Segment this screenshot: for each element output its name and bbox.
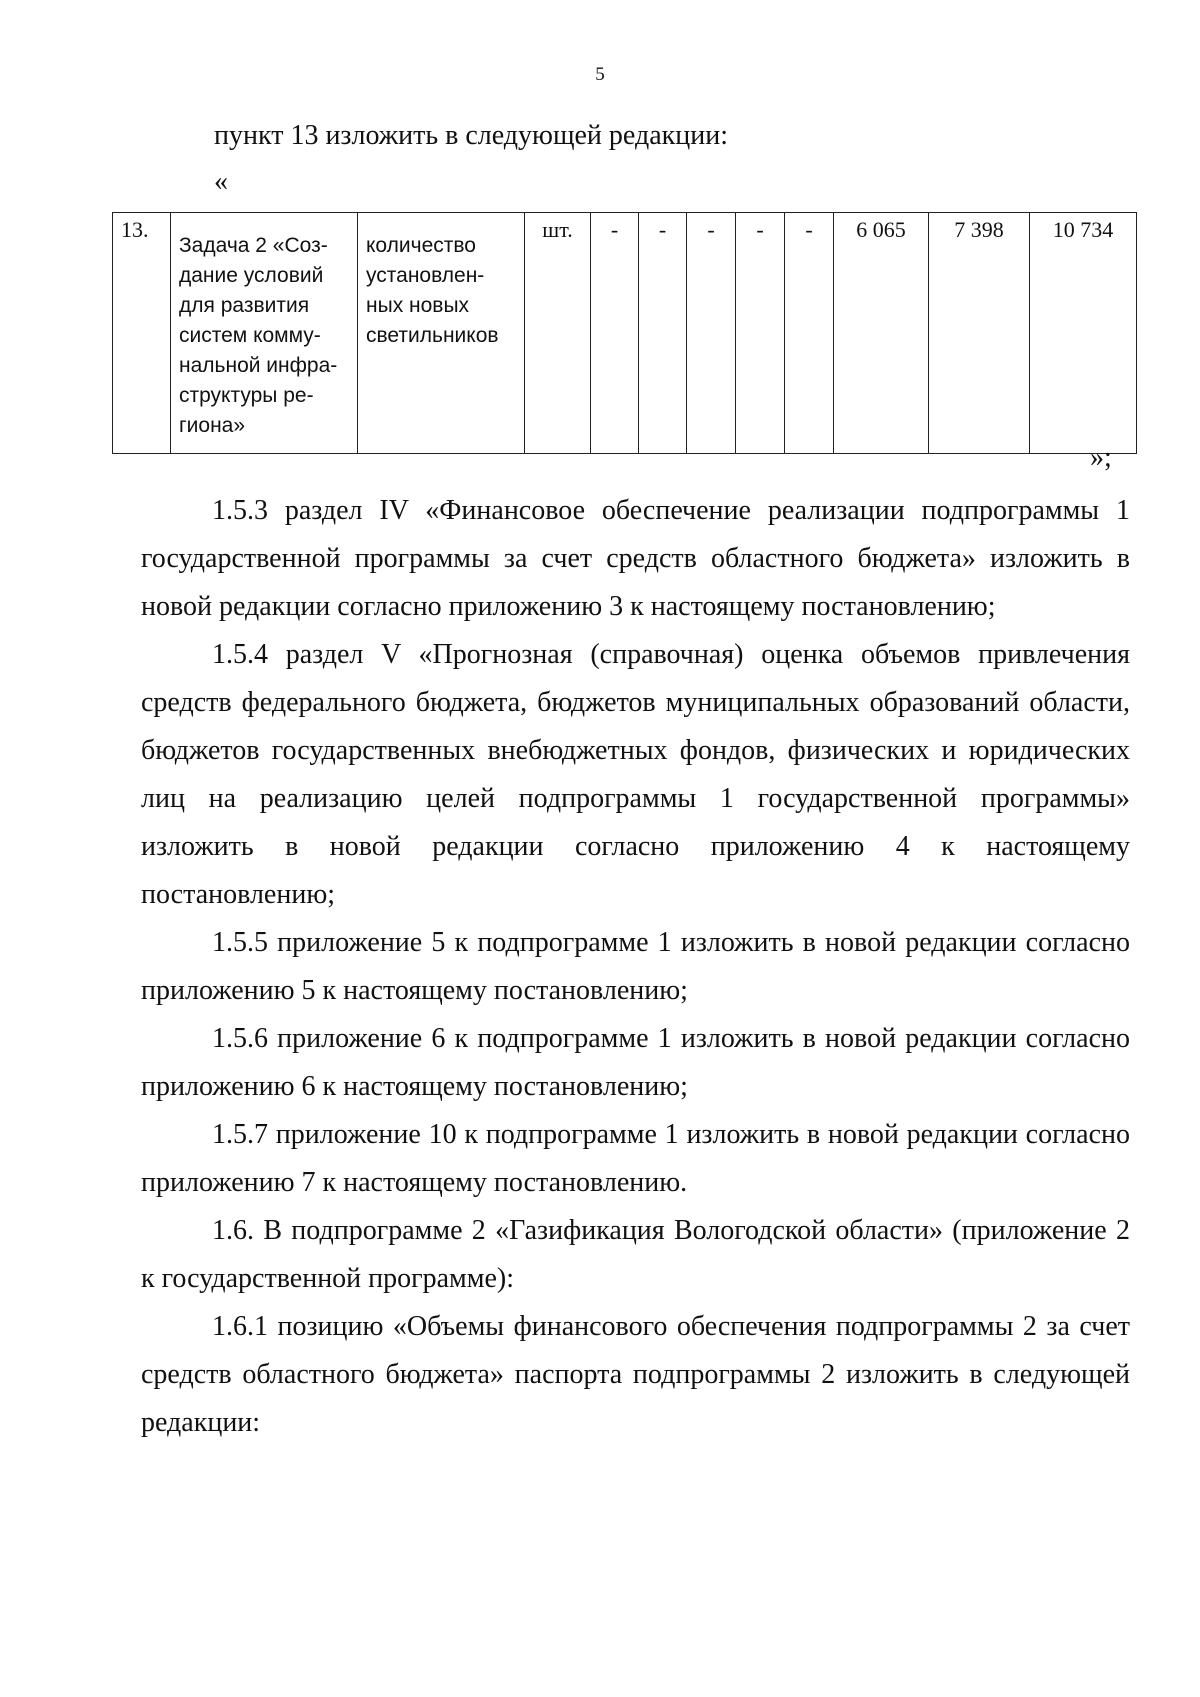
paragraph-1-6: 1.6. В подпрограмме 2 «Газификация Вологодской области» (приложение 2 к государственной программе): — [141, 1215, 1130, 1294]
year-value-cell: - — [687, 213, 736, 454]
paragraph-1-5-6: 1.5.6 приложение 6 к подпрограмме 1 изложить в новой редакции согласно приложению 6 к настоящему постановлению; — [141, 1023, 1130, 1102]
indicator-table — [112, 212, 1137, 454]
table-row — [113, 213, 1137, 454]
task-cell: Задача 2 «Соз-дание условий для развития систем комму-нальной инфра-структуры ре-гиона» — [171, 213, 358, 454]
paragraph-1-5-4: 1.5.4 раздел V «Прогнозная (справочная) оценка объемов привлечения средств федерального бюджета, бюджетов муниципальных образований области, бюджетов государственных внебюджетных фондов, физических и юридических лиц на реализацию целей подпрограммы 1 государственной программы» изложить в новой редакции согласно приложению 4 к настоящему постановлению; — [141, 639, 1130, 910]
row-number-cell: 13. — [113, 213, 171, 454]
indicator-cell: количество установлен-ных новых светильников — [358, 213, 525, 454]
year-value-cell: 10 734 — [1030, 213, 1137, 454]
paragraph-1-5-7: 1.5.7 приложение 10 к подпрограмме 1 изложить в новой редакции согласно приложению 7 к настоящему постановлению. — [141, 1119, 1130, 1198]
year-value-cell: - — [639, 213, 687, 454]
year-value-cell: 7 398 — [929, 213, 1030, 454]
year-value-cell: - — [785, 213, 834, 454]
paragraph-1-5-3: 1.5.3 раздел IV «Финансовое обеспечение реализации подпрограммы 1 государственной программы за счет средств областного бюджета» изложить в новой редакции согласно приложению 3 к настоящему постановлению; — [141, 495, 1130, 622]
year-value-cell: 6 065 — [834, 213, 929, 454]
body-text — [141, 487, 1130, 1447]
year-value-cell: - — [736, 213, 785, 454]
intro-line: пункт 13 изложить в следующей редакции: — [214, 120, 728, 151]
paragraph-1-5-5: 1.5.5 приложение 5 к подпрограмме 1 изложить в новой редакции согласно приложению 5 к настоящему постановлению; — [141, 927, 1130, 1006]
page-number: 5 — [595, 64, 605, 85]
unit-cell: шт. — [525, 213, 591, 454]
year-value-cell: - — [591, 213, 639, 454]
close-quote: »; — [1090, 442, 1112, 473]
paragraph-1-6-1: 1.6.1 позицию «Объемы финансового обеспечения подпрограммы 2 за счет средств областного бюджета» паспорта подпрограммы 2 изложить в следующей редакции: — [141, 1311, 1130, 1438]
open-quote: « — [214, 166, 228, 197]
